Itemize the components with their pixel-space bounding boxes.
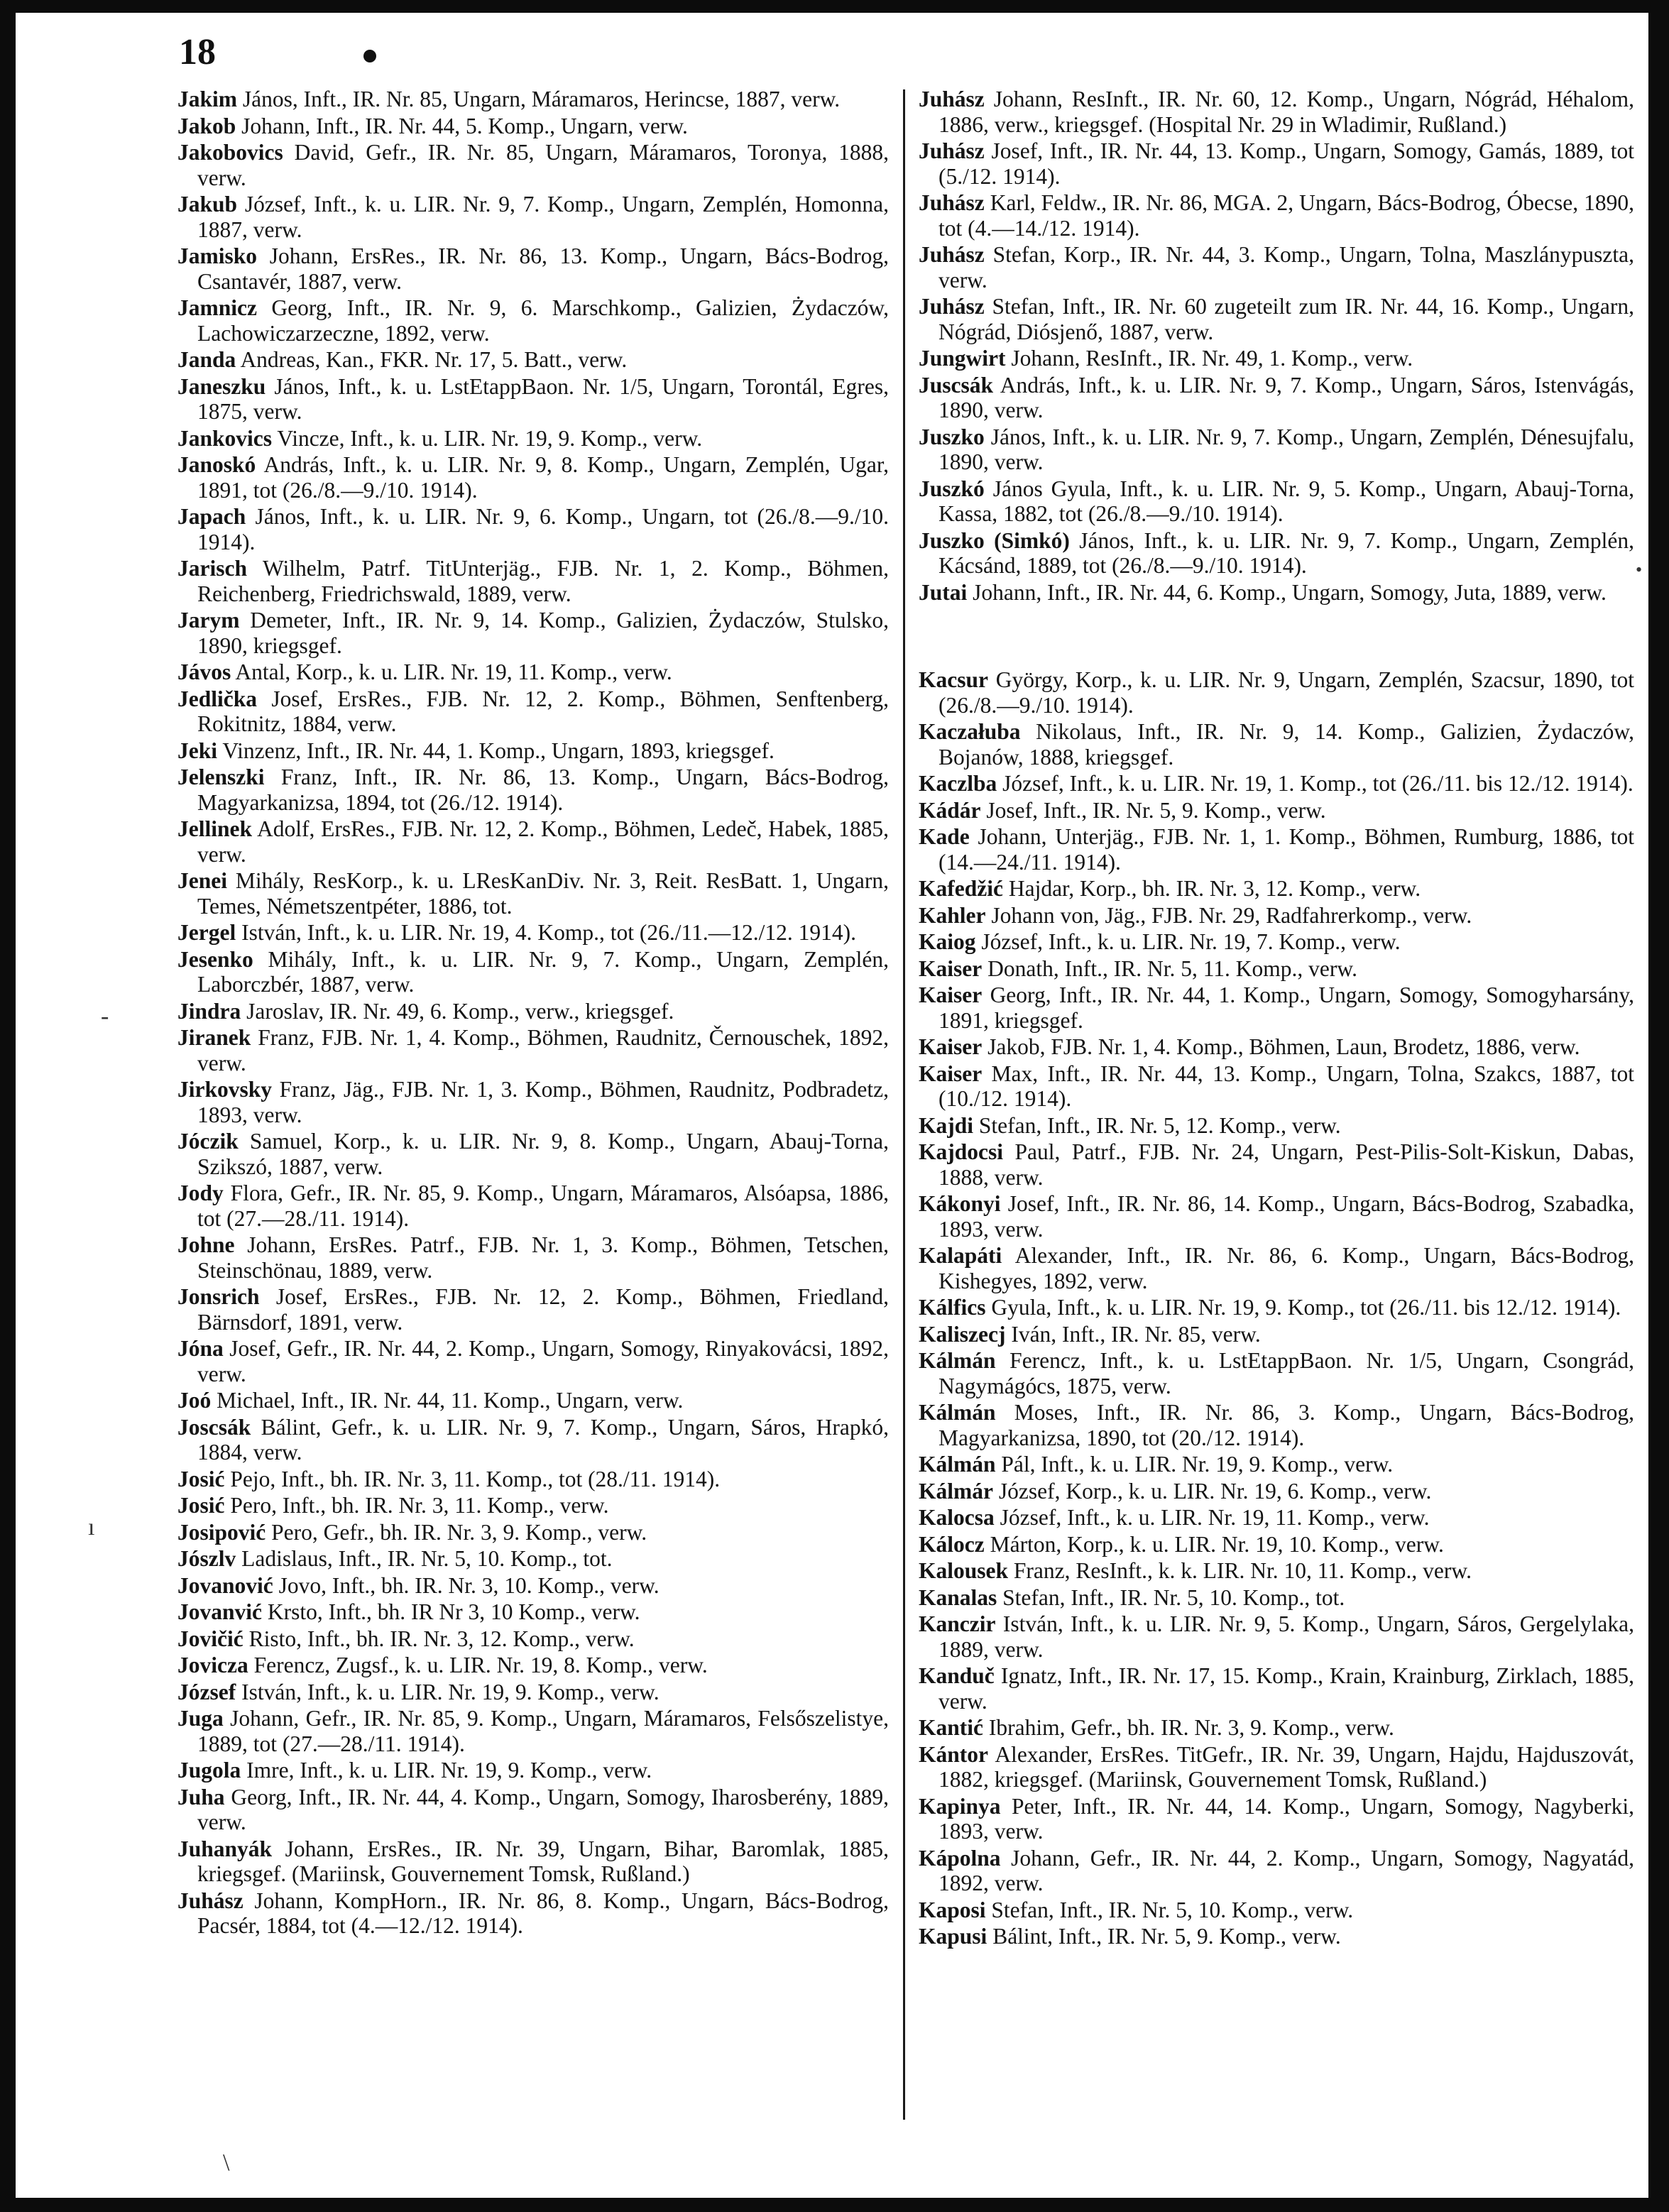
entry-surname: Kaczlba [919,771,997,796]
register-entry [919,1348,1634,1398]
right-column [919,87,1634,1951]
entry-surname: Jonsrich [177,1284,260,1309]
entry-surname: Kalousek [919,1558,1009,1583]
register-entry [177,1836,889,1887]
register-entry [177,999,889,1024]
entry-surname: Jovanović [177,1572,273,1598]
register-entry [177,1336,889,1386]
entry-details: Moses, Inft., IR. Nr. 86, 3. Komp., Ungarn, Bács-Bodrog, Magyarkanizsa, 1890, tot (20./12. 1914). [939,1400,1635,1450]
entry-surname: Kaiser [919,956,983,981]
margin-mark: \ [223,2150,230,2176]
register-entry [919,346,1634,371]
entry-details: János, Inft., IR. Nr. 85, Ungarn, Máramaros, Herincse, 1887, verw. [242,87,841,111]
entry-details: Stefan, Inft., IR. Nr. 5, 12. Komp., verw. [978,1112,1341,1138]
register-entry [177,1626,889,1652]
entry-surname: Kálmár [919,1478,993,1504]
register-entry [919,1295,1634,1320]
register-entry [919,1113,1634,1139]
margin-mark: - [101,1003,109,1029]
entry-surname: Juhász [919,242,985,267]
entry-details: Andreas, Kan., FKR. Nr. 17, 5. Batt., verw. [240,347,628,372]
entry-surname: Juhász [919,294,985,319]
register-entry [177,87,889,112]
entry-details: Johann, ResInft., IR. Nr. 49, 1. Komp., verw. [1011,346,1413,371]
entry-details: Johann, Gefr., IR. Nr. 85, 9. Komp., Ungarn, Máramaros, Felsőszelistye, 1889, tot (27.—28./11. 1914). [197,1706,889,1756]
entry-surname: Kade [919,824,970,849]
entry-surname: József [177,1679,236,1704]
register-entry [919,771,1634,796]
register-entry [919,824,1634,875]
register-entry [919,373,1634,423]
register-entry [177,1025,889,1075]
entry-surname: Jindra [177,998,241,1024]
entry-details: Iván, Inft., IR. Nr. 85, verw. [1011,1321,1261,1347]
entry-surname: Jungwirt [919,346,1006,371]
register-entry [177,1415,889,1465]
entry-surname: Josipović [177,1519,266,1545]
entry-surname: Kanduč [919,1663,995,1688]
page-number: 18 [179,32,216,72]
register-entry [919,1898,1634,1923]
entry-surname: Juscsák [919,372,994,398]
entry-surname: Johne [177,1232,235,1257]
entry-surname: Juga [177,1706,224,1731]
entry-surname: Jody [177,1181,224,1205]
register-entry [177,140,889,190]
register-entry [177,1493,889,1518]
entry-surname: Kálocz [919,1531,985,1557]
register-entry [177,1680,889,1705]
entry-details: Demeter, Inft., IR. Nr. 9, 14. Komp., Galizien, Żydaczów, Stulsko, 1890, kriegsgef. [197,608,890,658]
register-entry [919,580,1634,606]
register-entry [177,868,889,919]
register-entry [177,1546,889,1572]
entry-surname: Jiranek [177,1025,251,1050]
entry-details: Pero, Inft., bh. IR. Nr. 3, 11. Komp., verw. [230,1493,609,1518]
entry-details: Bálint, Gefr., k. u. LIR. Nr. 9, 7. Komp., Ungarn, Sáros, Hrapkó, 1884, verw. [197,1414,889,1464]
register-entry [919,1322,1634,1347]
register-entry [919,719,1634,770]
register-entry [177,608,889,658]
register-entry [919,982,1634,1033]
register-entry [919,1846,1634,1896]
register-entry [919,476,1634,527]
entry-details: Josef, Inft., IR. Nr. 44, 13. Komp., Ungarn, Somogy, Gamás, 1889, tot (5./12. 1914). [939,138,1635,189]
entry-details: Pál, Inft., k. u. LIR. Nr. 19, 9. Komp., verw. [1001,1452,1394,1477]
register-entry [177,659,889,685]
entry-details: Bálint, Inft., IR. Nr. 5, 9. Komp., verw. [992,1924,1341,1949]
entry-surname: Kalapáti [919,1243,1002,1268]
entry-surname: Kádár [919,797,981,823]
entry-surname: Kajdi [919,1112,974,1138]
entry-details: János, Inft., k. u. LIR. Nr. 9, 7. Komp., Ungarn, Zemplén, Dénesujfalu, 1890, verw. [939,424,1634,474]
register-entry [919,138,1634,189]
entry-surname: Kalocsa [919,1505,995,1530]
register-entry [919,425,1634,475]
entry-surname: Kapusi [919,1924,987,1949]
entry-details: Johann, Unterjäg., FJB. Nr. 1, 1. Komp., Böhmen, Rumburg, 1886, tot (14.—24./11. 1914). [939,824,1634,875]
entry-details: József, Inft., k. u. LIR. Nr. 19, 1. Komp., tot (26./11. bis 12./12. 1914). [1002,771,1634,796]
entry-surname: Jutai [919,579,968,605]
entry-details: Ferencz, Zugsf., k. u. LIR. Nr. 19, 8. Komp., verw. [253,1653,708,1677]
entry-surname: Juhász [919,190,985,215]
entry-surname: Janeszku [177,373,266,399]
entry-details: Ladislaus, Inft., IR. Nr. 5, 10. Komp., tot. [241,1546,613,1571]
register-entry [177,920,889,946]
register-entry [919,1243,1634,1293]
register-entry [177,556,889,606]
entry-details: József, Inft., k. u. LIR. Nr. 19, 11. Komp., verw. [1000,1505,1430,1530]
entry-surname: Joscsák [177,1414,251,1440]
entry-details: Jaroslav, IR. Nr. 49, 6. Komp., verw., kriegsgef. [246,998,674,1024]
entry-surname: Kaiser [919,1034,983,1059]
entry-details: Johann, Inft., IR. Nr. 44, 6. Komp., Ungarn, Somogy, Juta, 1889, verw. [973,579,1607,605]
entry-details: János, Inft., k. u. LstEtappBaon. Nr. 1/5, Ungarn, Torontál, Egres, 1875, verw. [197,373,889,424]
register-entry [919,929,1634,955]
entry-details: Jovo, Inft., bh. IR. Nr. 3, 10. Komp., verw. [278,1572,660,1598]
entry-details: István, Inft., k. u. LIR. Nr. 19, 9. Komp., verw. [241,1679,660,1704]
entry-details: Johann, ErsRes., IR. Nr. 39, Ungarn, Bihar, Baromlak, 1885, kriegsgef. (Mariinsk, Gouvernement Tomsk, Rußland.) [197,1836,889,1886]
entry-details: János, Inft., k. u. LIR. Nr. 9, 7. Komp., Ungarn, Zemplén, Kácsánd, 1889, tot (26./8.—9./10. 1914). [939,527,1634,578]
entry-surname: Jóna [177,1336,224,1361]
entry-details: József, Inft., k. u. LIR. Nr. 19, 7. Komp., verw. [981,929,1401,954]
register-entry [177,1888,889,1939]
entry-details: Stefan, Inft., IR. Nr. 60 zugeteilt zum IR. Nr. 44, 16. Komp., Ungarn, Nógrád, Diósjenő, 1887, verw. [939,294,1635,344]
entry-details: Johann, ResInft., IR. Nr. 60, 12. Komp., Ungarn, Nógrád, Héhalom, 1886, verw., kriegsgef. (Hospital Nr. 29 in Wladimir, Rußland.) [939,87,1635,137]
register-entry [919,956,1634,982]
register-entry [177,1573,889,1599]
column-rule [903,89,905,2120]
register-entry [177,1599,889,1625]
entry-details: Josef, Inft., IR. Nr. 86, 14. Komp., Ungarn, Bács-Bodrog, Szabadka, 1893, verw. [939,1191,1635,1242]
entry-details: Imre, Inft., k. u. LIR. Nr. 19, 9. Komp., verw. [246,1758,652,1783]
register-entry [177,374,889,425]
register-entry [919,1558,1634,1584]
register-entry [919,190,1634,241]
entry-details: József, Korp., k. u. LIR. Nr. 19, 6. Komp., verw. [998,1478,1432,1504]
entry-surname: Janoskó [177,452,256,477]
entry-details: Alexander, Inft., IR. Nr. 86, 6. Komp., Ungarn, Bács-Bodrog, Kishegyes, 1892, verw. [939,1243,1635,1293]
entry-details: Stefan, Inft., IR. Nr. 5, 10. Komp., verw. [991,1897,1354,1922]
entry-surname: Juhász [919,138,985,163]
entry-details: Georg, Inft., IR. Nr. 9, 6. Marschkomp., Galizien, Żydaczów, Lachowiczarzeczne, 1892, verw. [197,295,890,346]
entry-surname: Kaiser [919,1061,983,1086]
register-entry [177,686,889,737]
entry-details: Johann, Inft., IR. Nr. 44, 5. Komp., Ungarn, verw. [241,113,688,138]
entry-surname: Jávos [177,659,231,684]
register-entry [919,1742,1634,1792]
entry-surname: Jamnicz [177,295,257,320]
entry-details: Franz, Jäg., FJB. Nr. 1, 3. Komp., Böhmen, Raudnitz, Podbradetz, 1893, verw. [197,1077,890,1127]
entry-details: János Gyula, Inft., k. u. LIR. Nr. 9, 5. Komp., Ungarn, Abauj-Torna, Kassa, 1882, tot (26./8.—9./10. 1914). [939,476,1635,526]
entry-surname: Jovicza [177,1653,248,1677]
register-entry [177,1758,889,1783]
register-entry [177,816,889,867]
entry-details: Max, Inft., IR. Nr. 44, 13. Komp., Ungarn, Tolna, Szakcs, 1887, tot (10./12. 1914). [939,1061,1634,1111]
entry-surname: Juszko [919,424,985,449]
entry-details: Risto, Inft., bh. IR. Nr. 3, 12. Komp., verw. [248,1626,635,1651]
entry-details: Krsto, Inft., bh. IR Nr 3, 10 Komp., verw. [267,1599,640,1624]
register-entry [919,1400,1634,1450]
entry-surname: Japach [177,504,246,529]
register-entry [177,765,889,815]
register-entry [919,294,1634,344]
entry-surname: Kántor [919,1741,988,1767]
entry-details: Johann, Gefr., IR. Nr. 44, 2. Komp., Ungarn, Somogy, Nagyatád, 1892, verw. [939,1845,1634,1895]
register-entry [919,1611,1634,1662]
register-entry [919,1663,1634,1714]
entry-details: Flora, Gefr., IR. Nr. 85, 9. Komp., Ungarn, Máramaros, Alsóapsa, 1886, tot (27.—28./11. 1914). [197,1181,889,1231]
entry-details: Franz, FJB. Nr. 1, 4. Komp., Böhmen, Raudnitz, Černouschek, 1892, verw. [197,1025,890,1075]
register-entry [919,1715,1634,1741]
entry-surname: Kápolna [919,1845,1001,1871]
entry-details: István, Inft., k. u. LIR. Nr. 9, 5. Komp., Ungarn, Sáros, Gergelylaka, 1889, verw. [939,1611,1634,1662]
left-column [177,87,889,1940]
ink-dot [363,50,376,62]
entry-details: György, Korp., k. u. LIR. Nr. 9, Ungarn, Zemplén, Szacsur, 1890, tot (26./8.—9./10. 1914). [939,667,1635,718]
register-entry [177,114,889,139]
entry-details: Josef, ErsRes., FJB. Nr. 12, 2. Komp., Böhmen, Friedland, Bärnsdorf, 1891, verw. [197,1284,890,1335]
entry-details: Antal, Korp., k. u. LIR. Nr. 19, 11. Komp., verw. [235,659,672,684]
entry-surname: Jeki [177,738,218,763]
entry-surname: Jirkovsky [177,1077,273,1102]
entry-details: Nikolaus, Inft., IR. Nr. 9, 14. Komp., Galizien, Żydaczów, Bojanów, 1888, kriegsgef. [939,719,1635,770]
entry-details: Johann von, Jäg., FJB. Nr. 29, Radfahrerkomp., verw. [991,902,1472,928]
entry-details: Alexander, ErsRes. TitGefr., IR. Nr. 39, Ungarn, Hajdu, Hajduszovát, 1882, kriegsgef. (Mariinsk, Gouvernement Tomsk, Rußland.) [939,1741,1635,1792]
entry-details: Ibrahim, Gefr., bh. IR. Nr. 3, 9. Komp., verw. [988,1715,1394,1740]
register-entry [177,1785,889,1835]
entry-details: János, Inft., k. u. LIR. Nr. 9, 6. Komp., Ungarn, tot (26./8.—9./10. 1914). [197,504,890,554]
register-entry [177,1232,889,1283]
entry-surname: Jesenko [177,946,253,972]
register-entry [919,1505,1634,1531]
entry-surname: Jakim [177,87,238,111]
entry-details: Donath, Inft., IR. Nr. 5, 11. Komp., verw. [987,956,1357,981]
entry-details: András, Inft., k. u. LIR. Nr. 9, 7. Komp., Ungarn, Sáros, Istenvágás, 1890, verw. [939,372,1635,422]
entry-surname: Kanczir [919,1611,996,1636]
register-entry [177,1706,889,1756]
register-entry [177,295,889,346]
register-entry [919,1191,1634,1242]
register-entry [177,1181,889,1231]
entry-details: Vinzenz, Inft., IR. Nr. 44, 1. Komp., Ungarn, 1893, kriegsgef. [222,738,775,763]
register-entry [919,1479,1634,1504]
register-entry [919,1924,1634,1949]
register-entry [919,87,1634,137]
entry-surname: Jovičić [177,1626,243,1651]
entry-surname: Josić [177,1493,225,1518]
register-entry [919,1452,1634,1477]
entry-surname: Kaczałuba [919,719,1021,744]
entry-surname: Jakobovics [177,140,283,165]
register-entry [919,1532,1634,1557]
register-entry [919,667,1634,718]
entry-details: Josef, Gefr., IR. Nr. 44, 2. Komp., Ungarn, Somogy, Rinyakovácsi, 1892, verw. [197,1336,890,1386]
entry-surname: Kaliszecj [919,1321,1006,1347]
entry-surname: Jarym [177,608,240,633]
entry-details: Pero, Gefr., bh. IR. Nr. 3, 9. Komp., verw. [271,1519,647,1545]
entry-surname: Jergel [177,920,236,945]
register-entry [919,1794,1634,1844]
register-entry [919,1139,1634,1190]
margin-mark: ı [88,1514,95,1540]
entry-surname: Juhanyák [177,1836,273,1861]
entry-details: Márton, Korp., k. u. LIR. Nr. 19, 10. Komp., verw. [990,1531,1444,1557]
register-entry [177,1520,889,1545]
entry-details: Hajdar, Korp., bh. IR. Nr. 3, 12. Komp., verw. [1008,876,1421,901]
entry-details: Ignatz, Inft., IR. Nr. 17, 15. Komp., Krain, Krainburg, Zirklach, 1885, verw. [939,1663,1635,1714]
entry-surname: Juhász [919,87,985,111]
entry-details: Gyula, Inft., k. u. LIR. Nr. 19, 9. Komp., tot (26./11. bis 12./12. 1914). [991,1295,1621,1320]
register-entry [177,1467,889,1492]
entry-surname: Jugola [177,1758,241,1783]
entry-details: Wilhelm, Patrf. TitUnterjäg., FJB. Nr. 1, 2. Komp., Böhmen, Reichenberg, Friedrichswald, 1889, verw. [197,556,889,606]
register-entry [177,738,889,764]
entry-details: Michael, Inft., IR. Nr. 44, 11. Komp., Ungarn, verw. [217,1388,684,1413]
register-entry [177,947,889,997]
entry-surname: Jarisch [177,556,247,581]
entry-surname: Kálmán [919,1452,996,1477]
entry-surname: Jankovics [177,425,273,451]
register-entry [919,798,1634,823]
entry-details: Franz, Inft., IR. Nr. 86, 13. Komp., Ungarn, Bács-Bodrog, Magyarkanizsa, 1894, tot (26./12. 1914). [197,765,889,815]
entry-surname: Jamisko [177,243,258,268]
entry-surname: Kálmán [919,1348,996,1373]
register-entry [177,1077,889,1127]
entry-details: Georg, Inft., IR. Nr. 44, 1. Komp., Ungarn, Somogy, Somogyharsány, 1891, kriegsgef. [939,982,1634,1033]
entry-surname: Kapinya [919,1793,1001,1819]
entry-details: István, Inft., k. u. LIR. Nr. 19, 4. Komp., tot (26./11.—12./12. 1914). [241,920,856,945]
entry-surname: Juszkó [919,476,985,501]
entry-details: Stefan, Inft., IR. Nr. 5, 10. Komp., tot. [1002,1584,1345,1610]
entry-surname: Juha [177,1784,225,1809]
entry-surname: Jakub [177,192,238,217]
register-entry [177,426,889,451]
register-entry [177,452,889,503]
entry-details: Samuel, Korp., k. u. LIR. Nr. 9, 8. Komp., Ungarn, Abauj-Torna, Szikszó, 1887, verw. [197,1129,890,1179]
entry-details: Mihály, ResKorp., k. u. LResKanDiv. Nr. 3, Reit. ResBatt. 1, Ungarn, Temes, Németszentpéter, 1886, tot. [197,868,890,919]
entry-details: Josef, ErsRes., FJB. Nr. 12, 2. Komp., Böhmen, Senftenberg, Rokitnitz, 1884, verw. [197,686,890,736]
register-entry [919,242,1634,292]
entry-details: Karl, Feldw., IR. Nr. 86, MGA. 2, Ungarn, Bács-Bodrog, Óbecse, 1890, tot (4.—14./12. 1914). [939,190,1635,241]
entry-surname: Kákonyi [919,1191,1001,1216]
entry-surname: Kafedžić [919,876,1003,901]
register-entry [177,192,889,242]
entry-surname: Kaiser [919,982,983,1007]
entry-surname: Kanalas [919,1584,997,1610]
entry-surname: Kaiog [919,929,976,954]
register-entry [919,1585,1634,1611]
entry-details: Adolf, ErsRes., FJB. Nr. 12, 2. Komp., Böhmen, Ledeč, Habek, 1885, verw. [197,816,889,867]
entry-surname: Kaposi [919,1897,986,1922]
entry-details: Josef, Inft., IR. Nr. 5, 9. Komp., verw. [986,797,1326,823]
register-entry [919,876,1634,902]
entry-surname: Kantić [919,1715,983,1740]
entry-surname: Jakob [177,113,236,138]
entry-details: András, Inft., k. u. LIR. Nr. 9, 8. Komp., Ungarn, Zemplén, Ugar, 1891, tot (26./8.—9./10. 1914). [197,452,889,503]
register-entry [177,504,889,554]
entry-surname: Juszko (Simkó) [919,527,1070,553]
entry-details: Ferencz, Inft., k. u. LstEtappBaon. Nr. 1/5, Ungarn, Csongrád, Nagymágócs, 1875, verw. [939,1348,1635,1398]
entry-details: Johann, ErsRes. Patrf., FJB. Nr. 1, 3. Komp., Böhmen, Tetschen, Steinschönau, 1889, verw. [197,1232,890,1283]
entry-details: Franz, ResInft., k. k. LIR. Nr. 10, 11. Komp., verw. [1013,1558,1472,1583]
margin-mark: • [1636,559,1643,580]
entry-surname: Juhász [177,1888,243,1913]
page [16,13,1648,2198]
register-entry [177,1129,889,1179]
register-entry [177,1653,889,1678]
entry-surname: Joó [177,1388,212,1413]
entry-surname: Jóczik [177,1129,239,1154]
register-entry [177,1388,889,1413]
entry-surname: Kajdocsi [919,1139,1004,1164]
register-entry [177,347,889,373]
entry-details: Jakob, FJB. Nr. 1, 4. Komp., Böhmen, Laun, Brodetz, 1886, verw. [987,1034,1580,1059]
entry-details: József, Inft., k. u. LIR. Nr. 9, 7. Komp., Ungarn, Zemplén, Homonna, 1887, verw. [197,192,890,242]
entry-surname: Kacsur [919,667,988,692]
register-entry [177,1284,889,1335]
entry-details: Vincze, Inft., k. u. LIR. Nr. 19, 9. Komp., verw. [277,425,703,451]
entry-surname: Jovanvić [177,1599,263,1624]
entry-surname: Kálmán [919,1400,996,1425]
entry-details: Johann, KompHorn., IR. Nr. 86, 8. Komp., Ungarn, Bács-Bodrog, Pacsér, 1884, tot (4.—12./12. 1914). [197,1888,889,1938]
entry-details: Johann, ErsRes., IR. Nr. 86, 13. Komp., Ungarn, Bács-Bodrog, Csantavér, 1887, verw. [197,243,890,294]
register-entry [919,1061,1634,1112]
entry-surname: Jelenszki [177,765,265,789]
entry-details: Georg, Inft., IR. Nr. 44, 4. Komp., Ungarn, Somogy, Iharosberény, 1889, verw. [197,1784,889,1834]
entry-surname: Janda [177,347,236,372]
entry-details: Stefan, Korp., IR. Nr. 44, 3. Komp., Ungarn, Tolna, Maszlánypuszta, verw. [939,242,1634,292]
entry-surname: Jenei [177,868,227,893]
register-entry [919,528,1634,579]
entry-surname: Jószlv [177,1546,236,1571]
entry-details: Mihály, Inft., k. u. LIR. Nr. 9, 7. Komp., Ungarn, Zemplén, Laborczbér, 1887, verw. [197,946,889,997]
entry-surname: Kálfics [919,1295,986,1320]
entry-details: Paul, Patrf., FJB. Nr. 24, Ungarn, Pest-Pilis-Solt-Kiskun, Dabas, 1888, verw. [939,1139,1634,1190]
entry-details: Peter, Inft., IR. Nr. 44, 14. Komp., Ungarn, Somogy, Nagyberki, 1893, verw. [939,1793,1634,1844]
register-entry [919,903,1634,929]
entry-surname: Kahler [919,902,986,928]
entry-surname: Jellinek [177,816,253,841]
entry-surname: Jedlička [177,686,258,711]
register-entry [177,243,889,294]
entry-details: Pejo, Inft., bh. IR. Nr. 3, 11. Komp., tot (28./11. 1914). [230,1466,721,1491]
register-entry [919,1034,1634,1060]
entry-details: David, Gefr., IR. Nr. 85, Ungarn, Máramaros, Toronya, 1888, verw. [197,140,889,190]
entry-surname: Josić [177,1466,225,1491]
